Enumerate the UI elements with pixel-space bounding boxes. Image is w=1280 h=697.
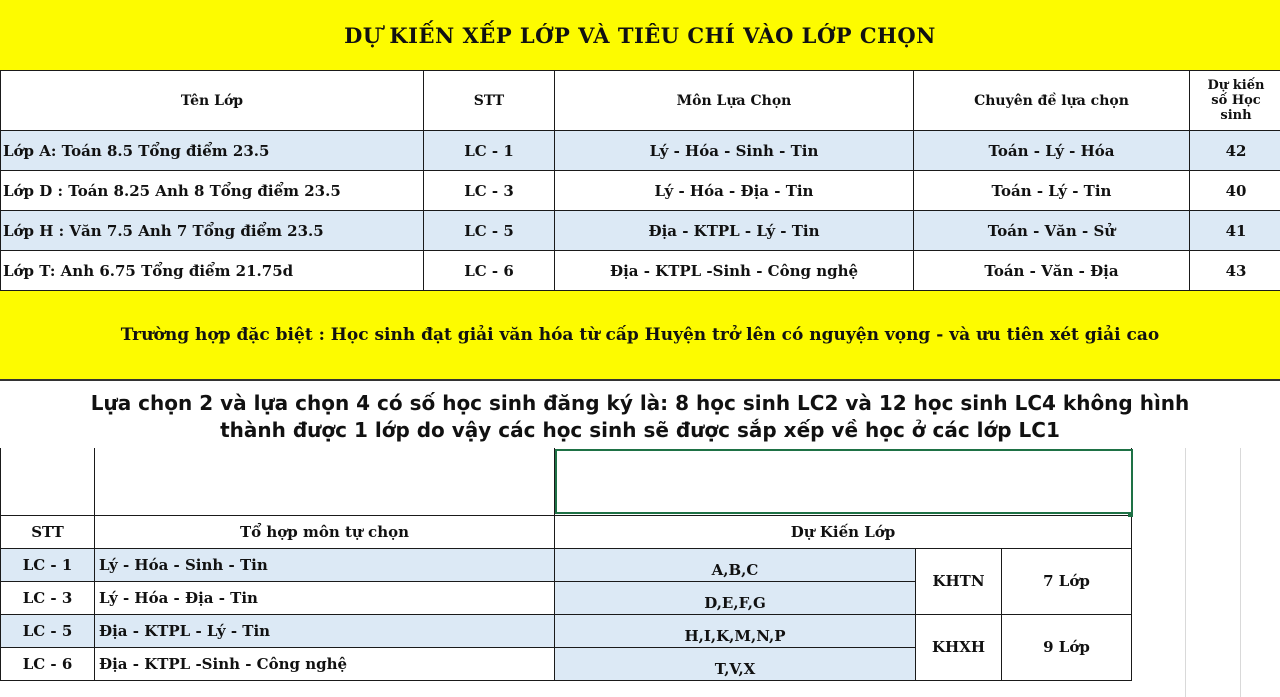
note-line2: thành được 1 lớp do vậy các học sinh sẽ được sắp xếp về học ở các lớp LC1: [220, 418, 1060, 442]
stt-cell[interactable]: LC - 3: [424, 171, 555, 211]
table-row: [1, 131, 1280, 171]
table-header-row: [1, 515, 1132, 548]
mon-cell[interactable]: Địa - KTPL -Sinh - Công nghệ: [555, 251, 914, 291]
empty-row: [1, 448, 1132, 515]
empty-cell[interactable]: [95, 448, 555, 515]
header-du-kien-line3: sinh: [1220, 108, 1252, 123]
header-stt: STT: [1, 515, 95, 548]
fill-handle[interactable]: [1128, 512, 1133, 517]
stt-cell[interactable]: LC - 6: [1, 647, 95, 680]
empty-cell[interactable]: [1, 448, 95, 515]
table-row: [1, 211, 1280, 251]
so-hoc-sinh-cell[interactable]: 43: [1190, 251, 1280, 291]
table-row: [1, 614, 1132, 647]
stt-cell[interactable]: LC - 6: [424, 251, 555, 291]
special-case-banner: Trường hợp đặc biệt : Học sinh đạt giải văn hóa từ cấp Huyện trở lên có nguyện vọng - và ưu tiên xét giải cao: [0, 291, 1280, 381]
stt-cell[interactable]: LC - 1: [1, 548, 95, 581]
mon-cell[interactable]: Địa - KTPL - Lý - Tin: [555, 211, 914, 251]
page-title: DỰ KIẾN XẾP LỚP VÀ TIÊU CHÍ VÀO LỚP CHỌN: [0, 0, 1280, 70]
chuyen-de-cell[interactable]: Toán - Lý - Hóa: [914, 131, 1190, 171]
header-ten-lop: Tên Lớp: [1, 71, 424, 131]
so-hoc-sinh-cell[interactable]: 40: [1190, 171, 1280, 211]
group-count-cell[interactable]: 7 Lớp: [1002, 548, 1132, 614]
chuyen-de-cell[interactable]: Toán - Lý - Tin: [914, 171, 1190, 211]
note-line1: Lựa chọn 2 và lựa chọn 4 có số học sinh đăng ký là: 8 học sinh LC2 và 12 học sinh LC4 không hình: [90, 391, 1190, 415]
header-to-hop: Tổ hợp môn tự chọn: [95, 515, 555, 548]
mon-cell[interactable]: Lý - Hóa - Sinh - Tin: [555, 131, 914, 171]
chuyen-de-cell[interactable]: Toán - Văn - Sử: [914, 211, 1190, 251]
ten-lop-cell[interactable]: Lớp D : Toán 8.25 Anh 8 Tổng điểm 23.5: [1, 171, 424, 211]
ten-lop-cell[interactable]: Lớp A: Toán 8.5 Tổng điểm 23.5: [1, 131, 424, 171]
du-kien-lop-cell[interactable]: T,V,X: [555, 647, 916, 680]
gridline: [1240, 448, 1241, 697]
du-kien-lop-cell[interactable]: D,E,F,G: [555, 581, 916, 614]
table-row: [1, 171, 1280, 211]
note-text: [0, 382, 1280, 448]
stt-cell[interactable]: LC - 5: [1, 614, 95, 647]
selection-outline: [555, 449, 1133, 514]
class-plan-table: [0, 448, 1132, 681]
group-name-cell[interactable]: KHTN: [916, 548, 1002, 614]
header-du-kien-line2: số Học: [1211, 93, 1261, 108]
du-kien-lop-cell[interactable]: H,I,K,M,N,P: [555, 614, 916, 647]
mon-cell[interactable]: Lý - Hóa - Địa - Tin: [555, 171, 914, 211]
header-du-kien-line1: Dự kiến: [1207, 78, 1265, 93]
header-chuyen-de: Chuyên đề lựa chọn: [914, 71, 1190, 131]
header-du-kien-lop: Dự Kiến Lớp: [555, 515, 1132, 548]
to-hop-cell[interactable]: Địa - KTPL - Lý - Tin: [95, 614, 555, 647]
group-count-cell[interactable]: 9 Lớp: [1002, 614, 1132, 680]
du-kien-lop-cell[interactable]: A,B,C: [555, 548, 916, 581]
to-hop-cell[interactable]: Lý - Hóa - Sinh - Tin: [95, 548, 555, 581]
selected-empty-cell[interactable]: [555, 448, 1132, 515]
ten-lop-cell[interactable]: Lớp T: Anh 6.75 Tổng điểm 21.75d: [1, 251, 424, 291]
so-hoc-sinh-cell[interactable]: 42: [1190, 131, 1280, 171]
class-criteria-table: [0, 70, 1280, 291]
table-row: [1, 251, 1280, 291]
so-hoc-sinh-cell[interactable]: 41: [1190, 211, 1280, 251]
stt-cell[interactable]: LC - 1: [424, 131, 555, 171]
to-hop-cell[interactable]: Địa - KTPL -Sinh - Công nghệ: [95, 647, 555, 680]
chuyen-de-cell[interactable]: Toán - Văn - Địa: [914, 251, 1190, 291]
stt-cell[interactable]: LC - 3: [1, 581, 95, 614]
table-row: [1, 548, 1132, 581]
gridline: [1185, 448, 1186, 697]
header-stt: STT: [424, 71, 555, 131]
to-hop-cell[interactable]: Lý - Hóa - Địa - Tin: [95, 581, 555, 614]
header-du-kien-so-hoc-sinh: [1190, 71, 1280, 131]
header-mon-lua-chon: Môn Lựa Chọn: [555, 71, 914, 131]
group-name-cell[interactable]: KHXH: [916, 614, 1002, 680]
ten-lop-cell[interactable]: Lớp H : Văn 7.5 Anh 7 Tổng điểm 23.5: [1, 211, 424, 251]
stt-cell[interactable]: LC - 5: [424, 211, 555, 251]
table-header-row: [1, 71, 1280, 131]
